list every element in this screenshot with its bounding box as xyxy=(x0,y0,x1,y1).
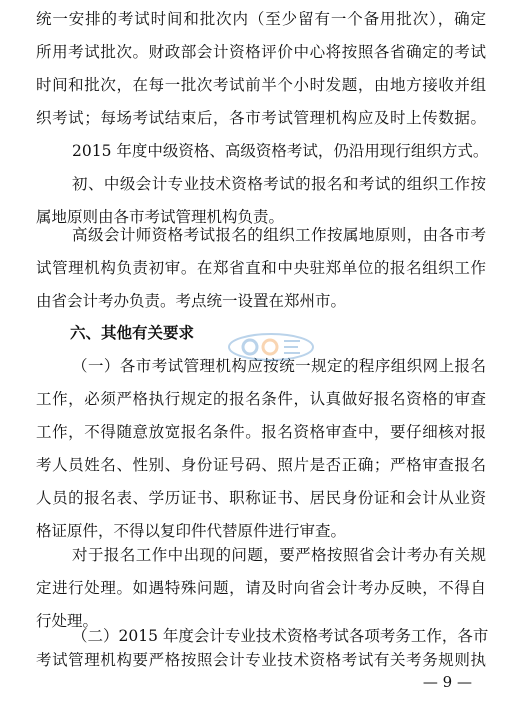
page-number: — 9 — xyxy=(422,673,472,691)
text-line: 时间和批次，在每一批次考试前半个小时发题，由地方接收并组 xyxy=(36,76,486,94)
text-line: 2015 年度中级资格、高级资格考试，仍沿用现行组织方式。 xyxy=(72,142,489,160)
text-line: 由省会计考办负责。考点统一设置在郑州市。 xyxy=(36,292,347,310)
text-line: 考人员姓名、性别、身份证号码、照片是否正确；严格审查报名 xyxy=(36,456,486,474)
text-line: 所用考试批次。财政部会计资格评价中心将按照各省确定的考试 xyxy=(36,43,486,61)
text-line: 工作，必须严格执行规定的报名条件，认真做好报名资格的审查 xyxy=(36,390,486,408)
text-line: 考试管理机构要严格按照会计专业技术资格考试有关考务规则执 xyxy=(36,651,486,669)
text-line: 属地原则由各市考试管理机构负责。 xyxy=(36,208,285,226)
text-line: 格证原件，不得以复印件代替原件进行审查。 xyxy=(36,522,347,540)
watermark-logo xyxy=(226,330,316,368)
text-line: 定进行处理。如遇特殊问题，请及时向省会计考办反映，不得自 xyxy=(36,579,486,597)
watermark-logo-icon xyxy=(226,330,316,364)
text-line: 人员的报名表、学历证书、职称证书、居民身份证和会计从业资 xyxy=(36,489,486,507)
section-heading: 六、其他有关要求 xyxy=(70,324,195,342)
text-line: 统一安排的考试时间和批次内（至少留有一个备用批次），确定 xyxy=(36,10,486,28)
text-line: 织考试；每场考试结束后，各市考试管理机构应及时上传数据。 xyxy=(36,109,486,127)
text-line: 对于报名工作中出现的问题，要严格按照省会计考办有关规 xyxy=(72,546,486,564)
text-line: 工作，不得随意放宽报名条件。报名资格审查中，要仔细核对报 xyxy=(36,423,486,441)
text-line: 高级会计师资格考试报名的组织工作按属地原则，由各市考 xyxy=(72,226,486,244)
text-line: 试管理机构负责初审。在郑省直和中央驻郑单位的报名组织工作 xyxy=(36,259,486,277)
text-line: （二）2015 年度会计专业技术资格考试各项考务工作，各市 xyxy=(72,627,489,645)
text-line: （一）各市考试管理机构应按统一规定的程序组织网上报名 xyxy=(72,357,486,375)
text-line: 初、中级会计专业技术资格考试的报名和考试的组织工作按 xyxy=(72,175,486,193)
text-line: 行处理。 xyxy=(36,612,99,630)
